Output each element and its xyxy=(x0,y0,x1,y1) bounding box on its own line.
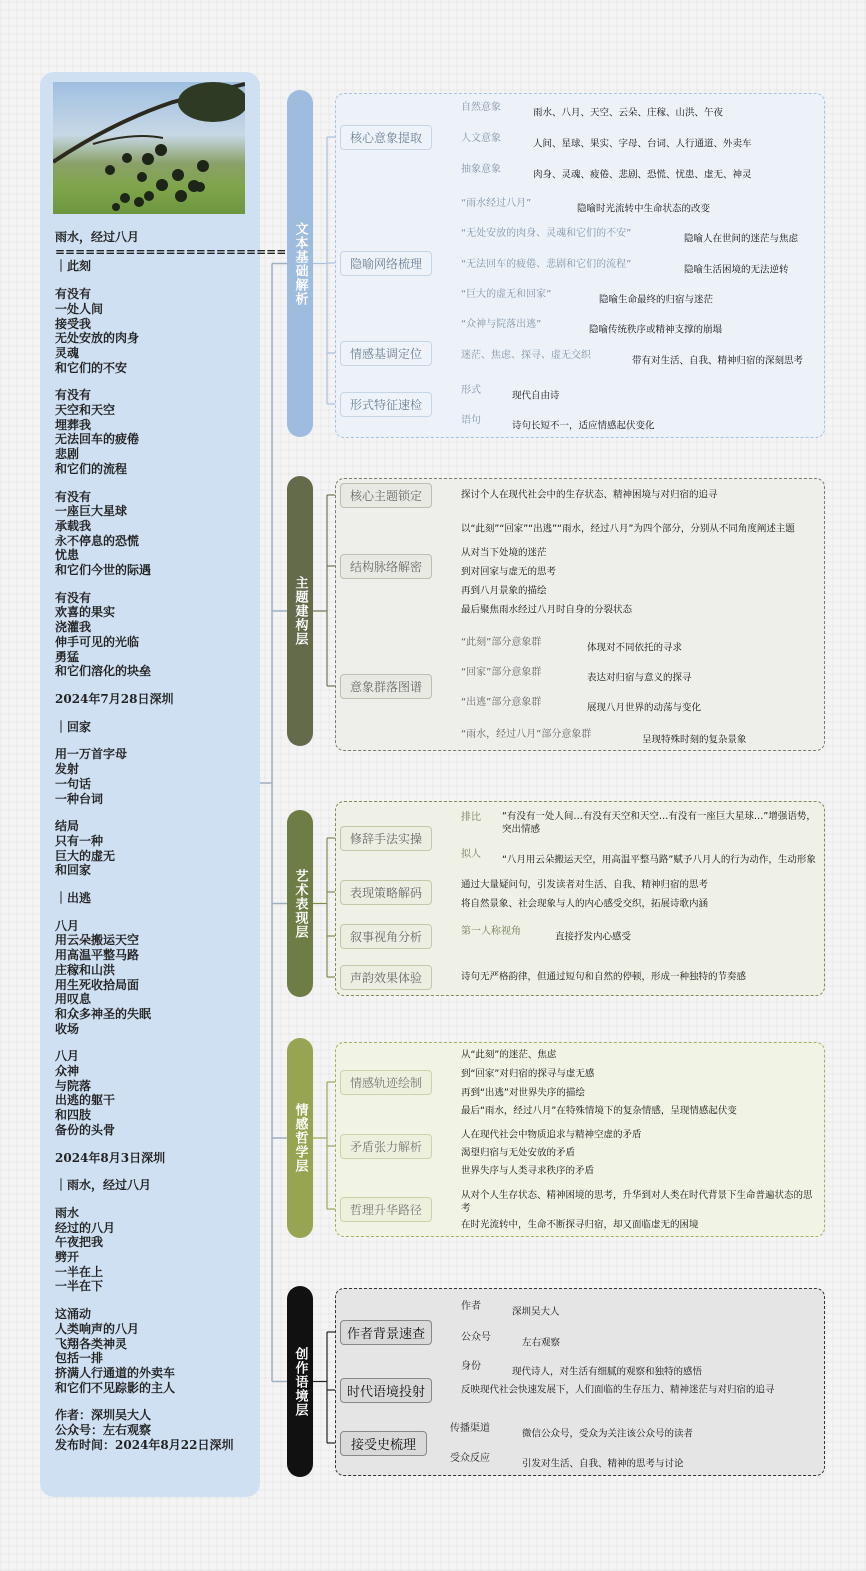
leaf-label: “巨大的虚无和回家” xyxy=(461,289,552,300)
poem-line: 午夜把我 xyxy=(55,1235,104,1250)
leaf-label: 抽象意象 xyxy=(461,164,501,175)
branch-node[interactable]: 核心意象提取 xyxy=(340,125,432,150)
leaf-detail: 现代自由诗 xyxy=(512,390,560,402)
branch-item: 从“此刻”的迷茫、焦虑 xyxy=(461,1049,557,1061)
branch-item: 将自然景象、社会现象与人的内心感受交织，拓展诗歌内涵 xyxy=(461,898,709,910)
poem-line: 收场 xyxy=(55,1021,80,1036)
poem-line: 用生死收拾局面 xyxy=(55,977,140,992)
leaf-label: “无法回车的疲倦、悲剧和它们的流程” xyxy=(461,259,632,270)
branch-node[interactable]: 作者背景速查 xyxy=(340,1320,432,1345)
leaf-detail: 雨水、八月、天空、云朵、庄稼、山洪、午夜 xyxy=(533,107,724,119)
leaf-label: “回家”部分意象群 xyxy=(461,667,542,678)
leaf-detail: 肉身、灵魂、疲倦、悲剧、恐慌、忧患、虚无、神灵 xyxy=(533,169,752,181)
section-title: 创作语境层 xyxy=(292,1346,308,1417)
poem-line: 发布时间：2024年8月22日深圳 xyxy=(55,1437,234,1452)
leaf-detail: 隐喻生命最终的归宿与迷茫 xyxy=(599,294,714,306)
branch-item: 再到八月景象的描绘 xyxy=(461,585,547,597)
leaf-label: “雨水，经过八月”部分意象群 xyxy=(461,729,592,740)
poem-line: 人类响声的八月 xyxy=(55,1321,140,1336)
poem-line: 巨大的虚无 xyxy=(55,848,116,863)
poem-line: 灵魂 xyxy=(55,345,80,360)
leaf-detail: 隐喻生活困境的无法逆转 xyxy=(684,264,789,276)
poem-line: 八月 xyxy=(55,918,80,933)
poem-line: 备份的头骨 xyxy=(55,1122,116,1137)
leaf-label: 传播渠道 xyxy=(450,1423,490,1434)
leaf-detail: “有没有一处人间…有没有天空和天空…有没有一座巨大星球…”增强语势，突出情感 xyxy=(502,811,816,835)
poem-line: 永不停息的恐慌 xyxy=(55,533,140,548)
poem-line: 一种台词 xyxy=(55,791,104,806)
leaf-detail: 隐喻人在世间的迷茫与焦虑 xyxy=(684,233,799,245)
branch-item: 到“回家”对归宿的探寻与虚无感 xyxy=(461,1068,595,1080)
branch-node[interactable]: 隐喻网络梳理 xyxy=(340,251,432,276)
poem-line: 用高温平整马路 xyxy=(55,948,140,963)
poem-line: 一半在上 xyxy=(55,1264,104,1279)
poem-line: 和它们溶化的块垒 xyxy=(55,664,152,679)
poem-line: 无处安放的肉身 xyxy=(55,331,140,346)
leaf-label: 拟人 xyxy=(461,849,481,860)
poem-line: 与院落 xyxy=(55,1078,92,1093)
section-pill-3[interactable] xyxy=(287,810,313,997)
section-pill-1[interactable] xyxy=(287,90,313,437)
branch-item: 世界失序与人类寻求秩序的矛盾 xyxy=(461,1165,595,1177)
leaf-detail: 展现八月世界的动荡与变化 xyxy=(587,702,702,714)
branch-node[interactable]: 修辞手法实操 xyxy=(340,826,432,851)
leaf-label: 语句 xyxy=(461,415,481,426)
branch-node[interactable]: 情感基调定位 xyxy=(340,341,432,366)
poem-line: 有没有 xyxy=(55,287,92,302)
branch-node[interactable]: 核心主题锁定 xyxy=(340,483,432,508)
branch-item: 在时光流转中，生命不断探寻归宿，却又面临虚无的困境 xyxy=(461,1219,699,1231)
leaf-detail: 隐喻时光流转中生命状态的改变 xyxy=(577,203,711,215)
branch-detail: 探讨个人在现代社会中的生存状态、精神困境与对归宿的追寻 xyxy=(461,489,718,501)
poem-line: 经过的八月 xyxy=(55,1220,116,1235)
branch-node[interactable]: 意象群落图谱 xyxy=(340,674,432,699)
leaf-detail: 引发对生活、自我、精神的思考与讨论 xyxy=(522,1458,684,1470)
poem-line: 用叹息 xyxy=(55,992,92,1007)
poem-line: 一处人间 xyxy=(55,301,104,316)
poem-line: ｜出逃 xyxy=(55,891,92,906)
poem-line: 只有一种 xyxy=(55,833,104,848)
leaf-label: “无处安放的肉身、灵魂和它们的不安” xyxy=(461,228,632,239)
poem-line: 发射 xyxy=(55,762,80,777)
leaf-label: 自然意象 xyxy=(461,102,501,113)
leaf-detail: 体现对不同依托的寻求 xyxy=(587,642,683,654)
leaf-label: “雨水经过八月” xyxy=(461,198,532,209)
branch-node[interactable]: 情感轨迹绘制 xyxy=(340,1070,432,1095)
poem-line: 八月 xyxy=(55,1049,80,1064)
poem-line: 2024年7月28日深圳 xyxy=(55,691,174,706)
leaf-label: “此刻”部分意象群 xyxy=(461,637,542,648)
section-title: 主题建构层 xyxy=(292,576,308,646)
poem-line: 一句话 xyxy=(55,776,92,791)
leaf-detail: “八月用云朵搬运天空，用高温平整马路”赋予八月人的行为动作，生动形象 xyxy=(502,854,816,866)
poem-line: 一半在下 xyxy=(55,1279,104,1294)
poem-line: 和它们的不安 xyxy=(55,360,128,375)
poem-line: 和众多神圣的失眠 xyxy=(55,1006,152,1021)
branch-node[interactable]: 形式特征速检 xyxy=(340,392,432,417)
leaf-label: 迷茫、焦虑、探寻、虚无交织 xyxy=(461,350,591,361)
branch-detail: 反映现代社会快速发展下，人们面临的生存压力、精神迷茫与对归宿的追寻 xyxy=(461,1384,775,1396)
poem-line: 有没有 xyxy=(55,388,92,403)
poem-line: 这涌动 xyxy=(55,1307,92,1322)
poem-line: 欢喜的果实 xyxy=(55,605,116,620)
section-pill-2[interactable] xyxy=(287,476,313,746)
section-title: 艺术表现层 xyxy=(292,868,308,939)
branch-item: 从对当下处境的迷茫 xyxy=(461,547,547,559)
poem-line: 用一万首字母 xyxy=(55,747,128,762)
branch-detail: 诗句无严格韵律，但通过短句和自然的停顿，形成一种独特的节奏感 xyxy=(461,971,747,983)
poem-line: 和回家 xyxy=(55,863,92,878)
branch-item: 通过大量疑问句，引发读者对生活、自我、精神归宿的思考 xyxy=(461,879,709,891)
leaf-detail: 人间、星球、果实、字母、台词、人行通道、外卖车 xyxy=(533,138,752,150)
poem-line: 雨水，经过八月 xyxy=(55,230,140,244)
poem-line: ｜此刻 xyxy=(55,259,92,274)
leaf-label: 受众反应 xyxy=(450,1453,490,1464)
leaf-detail: 带有对生活、自我、精神归宿的深刻思考 xyxy=(632,355,804,367)
poem-line: 有没有 xyxy=(55,489,92,504)
poem-line: 劈开 xyxy=(55,1250,80,1265)
leaf-label: 排比 xyxy=(461,812,481,823)
leaf-detail: 隐喻传统秩序或精神支撑的崩塌 xyxy=(589,324,723,336)
poem-line: 和它们的流程 xyxy=(55,461,128,476)
poem-line: 众神 xyxy=(55,1064,80,1079)
leaf-label: 人文意象 xyxy=(461,133,501,144)
poem-line: 承载我 xyxy=(55,518,92,533)
branch-node[interactable]: 时代语境投射 xyxy=(340,1378,432,1403)
poem-line: 接受我 xyxy=(55,316,92,331)
poem-line: 和它们今世的际遇 xyxy=(55,563,152,578)
poem-line: 忧患 xyxy=(55,548,80,563)
branch-node[interactable]: 表现策略解码 xyxy=(340,880,432,905)
branch-node[interactable]: 声韵效果体验 xyxy=(340,965,432,990)
section-title: 情感哲学层 xyxy=(292,1103,308,1173)
poem-line: 和它们不见踪影的主人 xyxy=(55,1380,176,1395)
poem-line: 天空和天空 xyxy=(55,403,116,418)
leaf-detail: 表达对归宿与意义的探寻 xyxy=(587,672,692,684)
poem-line: 埋葬我 xyxy=(55,417,92,432)
branch-item: 人在现代社会中物质追求与精神空虚的矛盾 xyxy=(461,1129,642,1141)
poem-line: 勇猛 xyxy=(55,649,80,664)
branch-node[interactable]: 哲理升华路径 xyxy=(340,1197,432,1222)
poem-line: 作者：深圳吴大人 xyxy=(55,1408,152,1423)
branch-node[interactable]: 叙事视角分析 xyxy=(340,924,432,949)
leaf-detail: 诗句长短不一，适应情感起伏变化 xyxy=(512,420,655,432)
section-pill-5[interactable] xyxy=(287,1286,313,1477)
section-pill-4[interactable] xyxy=(287,1038,313,1238)
section-title: 文本基础解析 xyxy=(292,221,308,306)
leaf-detail: 左右观察 xyxy=(522,1337,561,1349)
poem-line: 一座巨大星球 xyxy=(55,504,128,519)
leaf-detail: 直接抒发内心感受 xyxy=(555,931,632,943)
poem-line: 有没有 xyxy=(55,590,92,605)
leaf-detail: 现代诗人，对生活有细腻的观察和独特的感悟 xyxy=(512,1366,703,1378)
poem-line: 2024年8月3日深圳 xyxy=(55,1150,166,1165)
poem-line: 无法回车的疲倦 xyxy=(55,432,140,447)
poem-line: 飞翔各类神灵 xyxy=(55,1336,128,1351)
leaf-label: “出逃”部分意象群 xyxy=(461,697,542,708)
leaf-detail: 微信公众号，受众为关注该公众号的读者 xyxy=(522,1428,694,1440)
poem-line: 伸手可见的光临 xyxy=(55,634,140,649)
leaf-label: “众神与院落出逃” xyxy=(461,319,542,330)
branch-node[interactable]: 结构脉络解密 xyxy=(340,554,432,579)
poem-line: 雨水 xyxy=(55,1205,80,1220)
branch-node[interactable]: 接受史梳理 xyxy=(340,1431,427,1456)
branch-item: 从对个人生存状态、精神困境的思考，升华到对人类在时代背景下生命普遍状态的思考 xyxy=(461,1190,813,1214)
branch-item: 渴望归宿与无处安放的矛盾 xyxy=(461,1147,576,1159)
leaf-label: 公众号 xyxy=(461,1332,491,1343)
poem-line: 浇灌我 xyxy=(55,620,92,635)
poem-line: 包括一排 xyxy=(55,1351,104,1366)
leaf-detail: 深圳吴大人 xyxy=(512,1306,560,1318)
branch-item: 以“此刻”“回家”“出逃”“雨水，经过八月”为四个部分，分别从不同角度阐述主题 xyxy=(461,523,795,535)
poem-line: 出逃的躯干 xyxy=(55,1093,116,1108)
branch-node[interactable]: 矛盾张力解析 xyxy=(340,1134,432,1159)
poem-line: ｜雨水，经过八月 xyxy=(55,1178,152,1193)
branch-item: 最后聚焦雨水经过八月时自身的分裂状态 xyxy=(461,604,633,616)
leaf-label: 形式 xyxy=(461,385,481,396)
poem-line: 挤满人行通道的外卖车 xyxy=(55,1366,176,1380)
poem-line: 悲剧 xyxy=(55,447,80,462)
poem-line: ======================= xyxy=(55,244,287,259)
branch-item: 到对回家与虚无的思考 xyxy=(461,566,557,578)
poem-line: ｜回家 xyxy=(55,719,92,734)
branch-item: 最后“雨水，经过八月”在特殊情境下的复杂情感，呈现情感起伏变 xyxy=(461,1105,737,1117)
leaf-label: 第一人称视角 xyxy=(461,926,521,937)
leaf-label: 作者 xyxy=(461,1301,481,1312)
poem-line: 结局 xyxy=(55,819,80,834)
poem-line: 和四肢 xyxy=(55,1108,92,1123)
poem-line: 用云朵搬运天空 xyxy=(55,933,140,948)
leaf-label: 身份 xyxy=(461,1361,481,1372)
branch-item: 再到“出逃”对世界失序的描绘 xyxy=(461,1087,585,1099)
leaf-detail: 呈现特殊时刻的复杂景象 xyxy=(642,734,747,746)
poem-line: 庄稼和山洪 xyxy=(55,962,116,977)
poem-line: 公众号：左右观察 xyxy=(55,1423,152,1438)
